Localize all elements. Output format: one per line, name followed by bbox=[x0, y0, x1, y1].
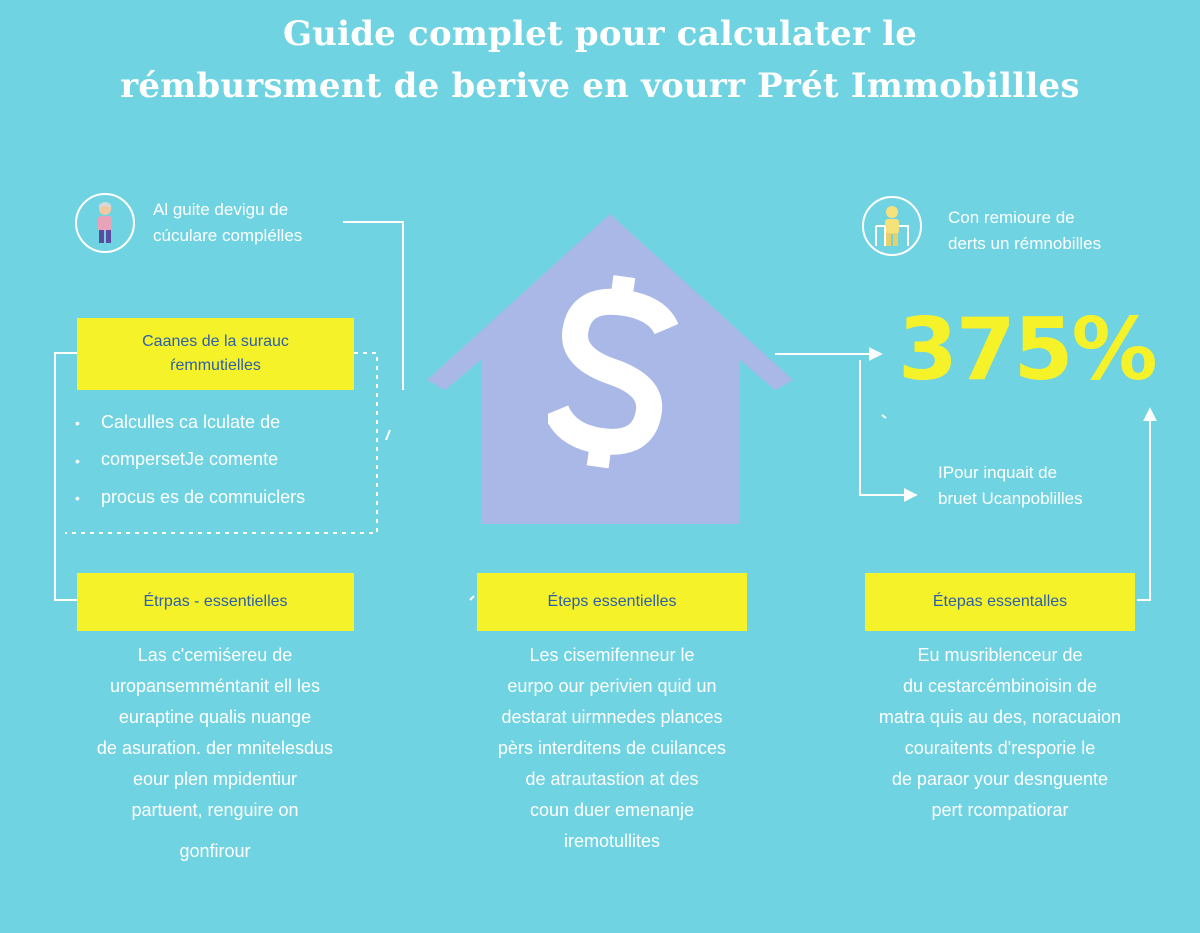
left-step-box bbox=[77, 573, 354, 631]
right-paragraph: Eu musriblenceur de du cestarcémbinoisin de matra quis au des, noracuaion couraitents d'resporie le de paraor your desnguente pert rcompatiorar bbox=[878, 645, 1122, 820]
person-with-walker-icon bbox=[862, 196, 922, 256]
list-item: • Calculles ca lculate de bbox=[75, 404, 305, 441]
center-step-box bbox=[477, 573, 747, 631]
left-header-box bbox=[77, 318, 354, 390]
right-note-line2: derts un rémnobilles bbox=[948, 234, 1102, 253]
right-note-line1: Con remioure de bbox=[948, 208, 1075, 227]
center-paragraph: Les cisemifenneur le eurpo our perivien quid un destarat uirmnedes plances pèrs interditens de cuilances de atrautastion at des coun duer emenanje iremotullites bbox=[497, 645, 727, 851]
bullet-icon: • bbox=[75, 489, 80, 506]
left-step-label: Étrpas - essentielles bbox=[143, 593, 288, 610]
center-step-label: Éteps essentielles bbox=[547, 593, 677, 610]
left-note-line2: cúculare complélles bbox=[153, 226, 303, 245]
right-sub-note: IPour inquait de bruet Ucanpoblilles bbox=[938, 463, 1083, 508]
bullet-icon: • bbox=[75, 415, 80, 432]
person-icon bbox=[75, 193, 135, 253]
left-paragraph: Las c'cemiśereu de uropansemméntanit ell les euraptine qualis nuange de asuration. der mnitelesdus eour plen mpidentiur partuent, renguire on bbox=[96, 645, 334, 820]
dollar-sign-icon bbox=[548, 272, 678, 472]
right-step-label: Étepas essentalles bbox=[932, 593, 1068, 610]
percentage-value: 375% bbox=[898, 300, 1156, 400]
list-item: • compersetJe comente bbox=[75, 441, 305, 478]
left-header-line1: Caanes de la surauc bbox=[142, 333, 289, 350]
left-footer-text: gonfirour bbox=[179, 841, 251, 861]
page-title-line1: Guide complet pour calculater le bbox=[282, 14, 918, 54]
left-note-line1: Al guite devigu de bbox=[153, 200, 289, 219]
right-step-box bbox=[865, 573, 1135, 631]
left-note bbox=[153, 197, 302, 249]
bullet-icon: • bbox=[75, 452, 80, 469]
left-header-line2: ŕemmutielles bbox=[170, 357, 261, 374]
left-bullet-list bbox=[75, 404, 305, 516]
page-title-line2: rémbursment de berive en vourr Prét Immobillles bbox=[120, 66, 1080, 106]
list-item: • procus es de comnuiclers bbox=[75, 479, 305, 516]
right-note bbox=[948, 205, 1101, 257]
